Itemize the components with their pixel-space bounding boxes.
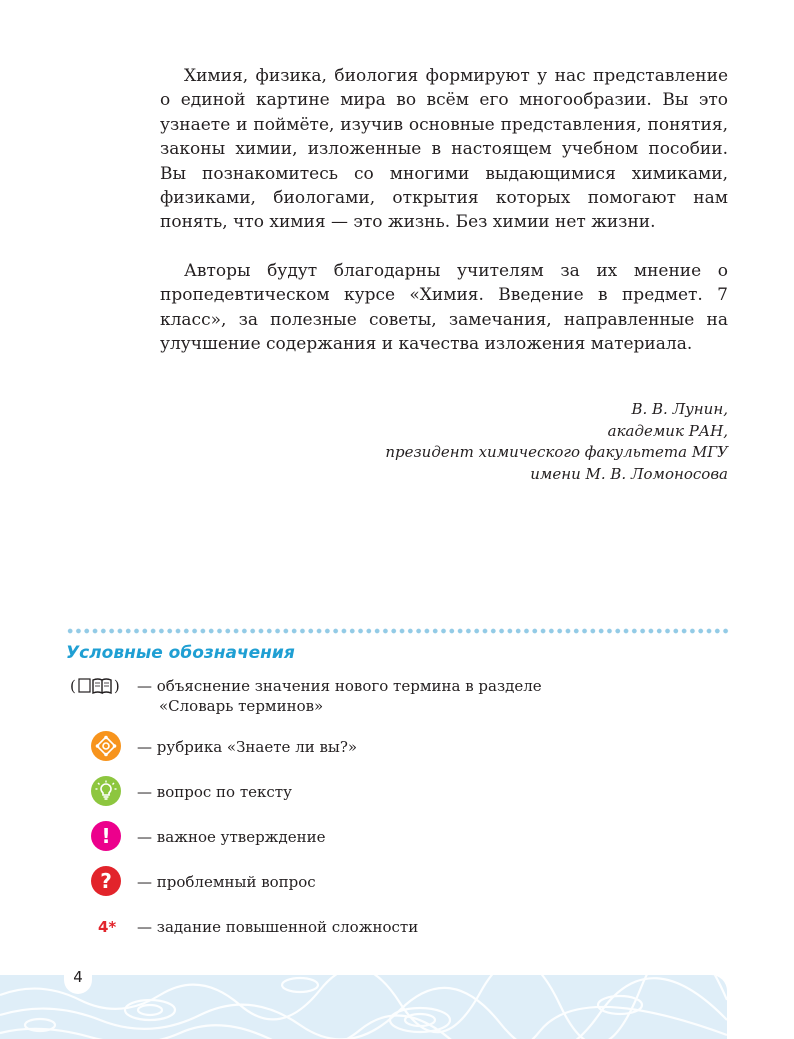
book-marker (70, 676, 120, 696)
close-paren: ) (113, 677, 120, 695)
legend-text-important: — важное утверждение (137, 828, 326, 846)
question-icon: ? (91, 866, 121, 896)
author-name: В. В. Лунин, (631, 400, 728, 418)
atom-icon (91, 731, 121, 761)
legend-text-hard-task: — задание повышенной сложности (137, 918, 419, 936)
legend-text-dictionary: — объяснение значения нового термина в разделе (137, 677, 542, 695)
intro-paragraph-1: Химия, физика, биология формируют у нас представление о единой картине мира во всём его многообразии. Вы это узнаете и поймёте, изучив основные представления, понятия, законы химии, изложенные в настоящем учебном пособии. Вы познакомитесь со многими выдающимися химиками, физиками, биологами, открытия которых помогают нам понять, что химия — это жизнь. Без химии нет жизни. (160, 66, 728, 233)
author-signature (385, 399, 728, 485)
intro-paragraph-2: Авторы будут благодарны учителям за их мнение о пропедевтическом курсе «Химия. Введение в предмет. 7 класс», за полезные советы, замечания, направленные на улучшение содержания и качества изложения материала. (160, 261, 728, 355)
legend-text-did-you-know: — рубрика «Знаете ли вы?» (137, 738, 358, 756)
exclamation-icon: ! (91, 821, 121, 851)
author-title: академик РАН, (607, 421, 728, 440)
book-icon (78, 677, 112, 695)
star-task-icon: 4* (98, 918, 117, 936)
page-number: 4 (64, 960, 92, 994)
author-institution: имени М. В. Ломоносова (530, 464, 728, 483)
legend-text-dictionary-line2: «Словарь терминов» (159, 697, 324, 715)
dotted-divider (66, 627, 730, 635)
open-paren: ( (70, 677, 76, 695)
footer-decoration (0, 975, 727, 1039)
legend-text-text-question: — вопрос по тексту (137, 783, 292, 801)
legend-title: Условные обозначения (66, 643, 295, 663)
lightbulb-icon (91, 776, 121, 806)
topographic-pattern (0, 975, 727, 1039)
legend-text-problem-question: — проблемный вопрос (137, 873, 316, 891)
author-position: президент химического факультета МГУ (385, 443, 728, 461)
